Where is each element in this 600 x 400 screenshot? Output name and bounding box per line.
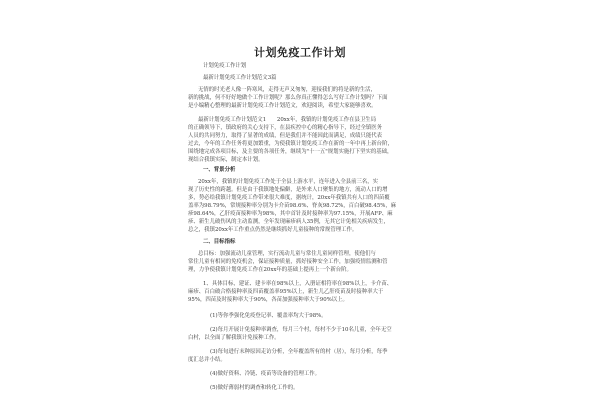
section-heading: 一、背景分析 (203, 167, 236, 173)
para-line: 过去，今年的工作任务将更加繁重，为使我镇计划免疫工作在新的一年中再上新台阶， (188, 141, 393, 147)
document-title: 计划免疫工作计划 (254, 46, 346, 59)
para-line: 人员的共同努力，取得了显著的成绩，但是我们并不能因此而满足，成绩只能代表 (188, 133, 383, 139)
subtitle: 计划免疫工作计划 (203, 63, 247, 69)
list-item: 度汇总并小结。 (188, 357, 226, 363)
para-line: 的正确领导下，镇政府的关心支持下，在县疾控中心的精心指导下，经过全镇医务 (188, 125, 383, 131)
para-line: 总目标：加强流动儿童管理，实行流动儿童与常住儿童同样管理，使他们与 (198, 251, 376, 257)
list-item: (3)每旬进行末种原因走访分析，全年覆盖所有的村（居），每月分析，每季 (210, 349, 388, 355)
intro-line: 新的挑战，何不好好地做个工作计划呢？那么你真正懂得怎么写好工作计划吗？下面 (188, 95, 388, 101)
section-heading: 二、目标指标 (203, 239, 236, 245)
para-line: 现结合我镇实际，制定本计划。 (188, 157, 264, 163)
para-line: 围绕地完成各项目标，及主要的各项任务，继续为"十一五"规划实施打下坚实的基础， (188, 149, 393, 155)
list-item: (5)做好薄弱村的调查和转化工作的。 (210, 385, 299, 391)
intro-line: 无情的时光老人像一阵寒风，走得无声又匆匆，迎接我们的将是新的生活， (198, 87, 376, 93)
para-line: 盖率为98.79%，常规接种率分别为卡介苗98.6%、脊灰98.72%，百白破98.45%，麻 (188, 203, 397, 209)
para-line: 多，势必给我镇计划免疫工作带来很大难度，据统计，20xx年我镇共有人口的四苗覆 (188, 195, 390, 201)
para-line: 1、具体目标，建证、建卡率在98%以上，入册证相符率在98%以上，卡介苗、 (203, 281, 393, 287)
para-line: 95%，四苗及时接种率大于90%，各苗加强接种率大于90%以上。 (188, 297, 348, 303)
list-item: 白村，以全面了解我镇计免接种工作。 (188, 335, 280, 341)
list-item: (2)每月开展计免接种率调查，每月三个村，每村不少于10名儿童，全年无空 (210, 327, 392, 333)
para-line: 最新计划免疫工作计划范文1 20xx年，我镇的计划免疫工作在县卫生局 (198, 117, 377, 123)
para-line: 20xx年，我镇的计划免疫工作处于全县上游水平，连年进入全县前三名，实 (198, 179, 379, 185)
para-line: 理，力争使我镇计划免疫工作在20xx年的基础上提再上一个新台阶。 (188, 267, 352, 273)
para-line: 现了历史性的跨越。但是由于我镇地处偏僻，是外来人口聚集的地方，流动人口的增 (188, 187, 388, 193)
list-item: (4)做好资料、冷链、疫苗等设备的管理工作。 (210, 371, 321, 377)
list-item: (1)等你季强化免疫登记率、覆盖率均大于98%。 (210, 313, 327, 319)
para-line: 麻疹、百白破合格接种率及四苗覆盖率95%以上，新生儿乙肝疫苗及时接种率大于 (188, 289, 384, 295)
para-line: 总之，我镇20xx年工作重点仍然是继续抓好儿童接种的常规管理工作。 (188, 227, 358, 233)
para-line: 疹、新生儿破伤风的主动监测，全年发现麻疹病人35例，无其它计免相关疾病发生， (188, 219, 389, 225)
intro-line: 是小编精心整理的最新计划免疫工作计划范文，欢迎阅读，希望大家能够喜欢。 (188, 103, 377, 109)
para-line: 疹98.64%，乙肝疫苗接种率为98%，其中首针及时接种率为97.15%，开展AFP、麻 (188, 211, 393, 217)
subtitle-2: 最新计划免疫工作计划范文3篇 (203, 75, 277, 81)
para-line: 常住儿童有相同的免疫机会，保证接种质量，抓好接种安全工作，加强疫情监测和管 (188, 259, 388, 265)
